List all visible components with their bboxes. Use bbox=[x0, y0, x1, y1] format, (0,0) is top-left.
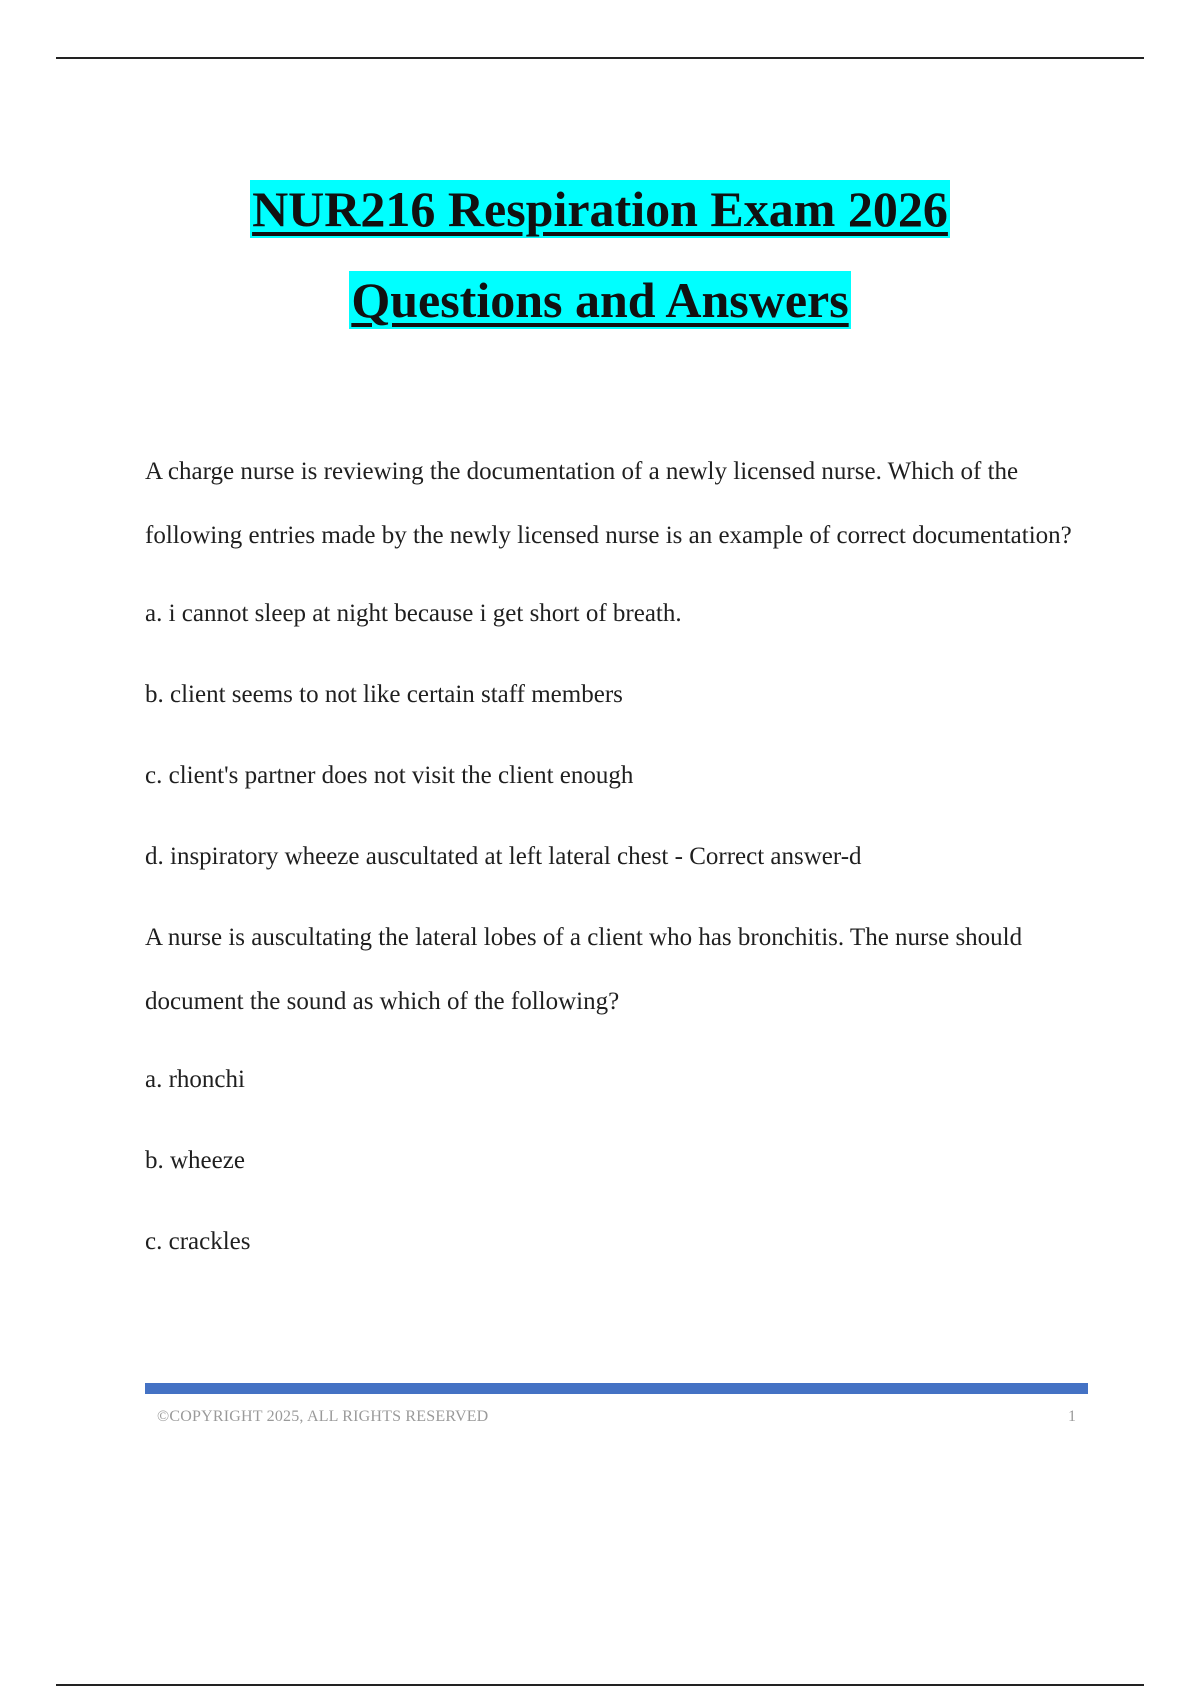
question-1-option-d: d. inspiratory wheeze auscultated at left lateral chest - Correct answer-d bbox=[145, 843, 862, 870]
question-1-text: A charge nurse is reviewing the documentation of a newly licensed nurse. Which of the following entries made by the newly licensed nurse is an example of correct documentation? bbox=[145, 458, 1072, 549]
document-title bbox=[0, 176, 1200, 358]
question-1-option-b: b. client seems to not like certain staff members bbox=[145, 681, 623, 708]
document-body bbox=[145, 440, 1095, 1291]
footer-divider-bar bbox=[145, 1383, 1088, 1394]
question-1-option-c: c. client's partner does not visit the client enough bbox=[145, 762, 634, 789]
question-1-option-a: a. i cannot sleep at night because i get short of breath. bbox=[145, 600, 682, 627]
bottom-page-rule bbox=[56, 1684, 1144, 1686]
title-line-1: NUR216 Respiration Exam 2026 bbox=[252, 181, 948, 237]
question-2-option-c: c. crackles bbox=[145, 1228, 251, 1255]
question-2-option-b: b. wheeze bbox=[145, 1147, 245, 1174]
question-2-option-a: a. rhonchi bbox=[145, 1066, 245, 1093]
footer-page-number: 1 bbox=[1068, 1408, 1076, 1425]
top-page-rule bbox=[56, 57, 1144, 59]
footer-copyright: ©COPYRIGHT 2025, ALL RIGHTS RESERVED bbox=[157, 1408, 489, 1425]
question-2-text: A nurse is auscultating the lateral lobes of a client who has bronchitis. The nurse should document the sound as which of the following? bbox=[145, 924, 1023, 1015]
title-line-2: Questions and Answers bbox=[351, 272, 849, 328]
